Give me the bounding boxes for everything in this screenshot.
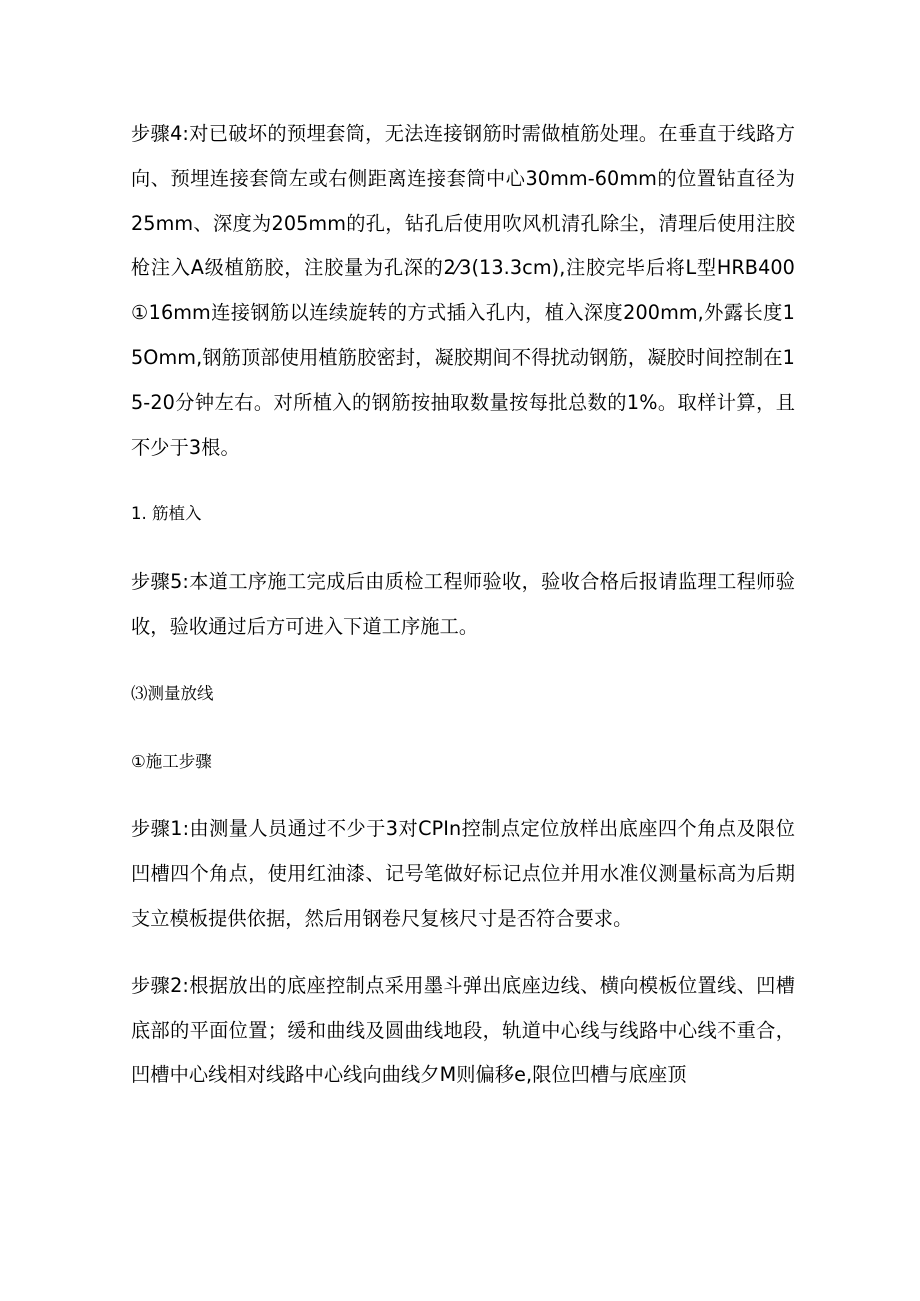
heading-survey-layout: ⑶测量放线 bbox=[131, 683, 214, 703]
paragraph-step-5: 步骤5:本道工序施工完成后由质检工程师验收，验收合格后报请监理工程师验收，验收通过后方可进入下道工序施工。 bbox=[131, 570, 795, 638]
heading-construction-steps: ①施工步骤 bbox=[131, 751, 212, 771]
paragraph-step-2: 步骤2:根据放出的底座控制点采用墨斗弹出底座边线、横向模板位置线、凹槽底部的平面位置；缓和曲线及圆曲线地段，轨道中心线与线路中心线不重合，凹槽中心线相对线路中心线向曲线夕M则偏移e,限位凹槽与底座顶 bbox=[131, 973, 795, 1087]
paragraph-step-4: 步骤4:对已破坏的预埋套筒，无法连接钢筋时需做植筋处理。在垂直于线路方向、预埋连接套筒左或右侧距离连接套筒中心30mm-60mm的位置钻直径为25mm、深度为205mm的孔，钻孔后使用吹风机清孔除尘，清理后使用注胶枪注入A级植筋胶，注胶量为孔深的2⁄3(13.3cm),注胶完毕后将L型HRB400①16mm连接钢筋以连续旋转的方式插入孔内，植入深度200mm,外露长度15Omm,钢筋顶部使用植筋胶密封，凝胶期间不得扰动钢筋，凝胶时间控制在15-20分钟左右。对所植入的钢筋按抽取数量按每批总数的1%。取样计算，且不少于3根。 bbox=[131, 122, 795, 459]
heading-rebar-planting: 1. 筋植入 bbox=[131, 504, 202, 524]
document-body bbox=[131, 112, 795, 1098]
paragraph-step-1: 步骤1:由测量人员通过不少于3对CPIn控制点定位放样出底座四个角点及限位凹槽四个角点，使用红油漆、记号笔做好标记点位并用水准仪测量标高为后期支立模板提供依据，然后用钢卷尺复核尺寸是否符合要求。 bbox=[131, 817, 795, 930]
